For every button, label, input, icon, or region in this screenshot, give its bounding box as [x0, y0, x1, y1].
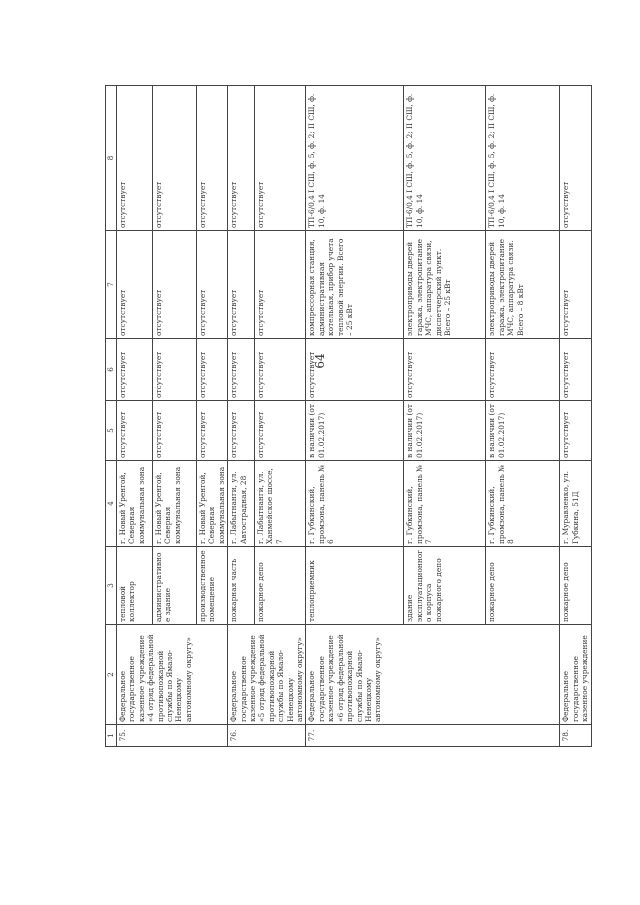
building-type: тепловой коллектор	[117, 547, 153, 625]
cell-col6: отсутствует	[197, 339, 228, 401]
cell-col5: отсутствует	[117, 401, 153, 461]
row-number: 76.	[228, 725, 306, 747]
cell-col5: отсутствует	[197, 401, 228, 461]
table-body	[106, 86, 592, 747]
cell-col8: отсутствует	[197, 86, 228, 231]
building-address: г. Лабытнанги, ул. Автострадная, 28	[228, 461, 255, 547]
building-address: г. Губкинский, промзона, панель № 7	[404, 461, 486, 547]
col-number: 2	[106, 625, 117, 725]
cell-col8: отсутствует	[560, 86, 591, 231]
building-type: производственное помещение	[197, 547, 228, 625]
building-type: пожарное депо	[560, 547, 591, 625]
building-type: пожарное депо	[486, 547, 560, 625]
building-address: г. Новый Уренгой, Северная коммунальная зона	[117, 461, 153, 547]
cell-col6: отсутствует	[117, 339, 153, 401]
cell-col6: отсутствует	[153, 339, 197, 401]
cell-col7: электроприводы дверей гаража, электропитание МЧС, аппаратура связи. Всего – 8 кВт	[486, 231, 560, 339]
building-address: г. Лабытнанги, ул. Ханмейское шоссе, 7	[255, 461, 306, 547]
row-number: 78.	[560, 725, 591, 747]
organization-name: Федеральное государственное казенное учреждение «6 отряд федеральной противопожарной службы по Ямало-Ненецкому автономному округу»	[306, 625, 560, 725]
row-number: 75.	[117, 725, 228, 747]
col-number: 1	[106, 725, 117, 747]
cell-col6: отсутствует	[255, 339, 306, 401]
cell-col5: в наличии (от 01.02.2017)	[404, 401, 486, 461]
building-address: г. Новый Уренгой, Северная коммунальная зона	[197, 461, 228, 547]
cell-col7: электроприводы дверей гаража, электропитание МЧС, аппаратура связи, диспетчерский пункт. Всего – 25 кВт	[404, 231, 486, 339]
cell-col6: отсутствует	[228, 339, 255, 401]
cell-col7: отсутствует	[560, 231, 591, 339]
col-number: 8	[106, 86, 117, 231]
building-type: административное здание	[153, 547, 197, 625]
cell-col5: отсутствует	[560, 401, 591, 461]
cell-col8: отсутствует	[228, 86, 255, 231]
rotated-sheet	[105, 86, 590, 747]
cell-col5: отсутствует	[255, 401, 306, 461]
cell-col5: в наличии (от 01.02.2017)	[486, 401, 560, 461]
organization-name: Федеральное государственное казенное учреждение «4 отряд федеральной противопожарной службы по Ямало-Ненецкому автономному округу»	[117, 625, 228, 725]
cell-col6: отсутствует	[306, 339, 404, 401]
cell-col8: отсутствует	[255, 86, 306, 231]
col-number: 3	[106, 547, 117, 625]
table-row	[117, 86, 153, 747]
cell-col7: отсутствует	[117, 231, 153, 339]
cell-col8: ТП-6/0,4 I СШ, ф. 5, ф. 2; II СШ, ф. 10, ф. 14	[404, 86, 486, 231]
page-number: 64	[313, 353, 327, 369]
building-address: г. Муравленко, ул. Губкина, 51Д	[560, 461, 591, 547]
cell-col8: отсутствует	[153, 86, 197, 231]
table-row	[306, 86, 404, 747]
cell-col8: ТП-6/0,4 I СШ, ф. 5, ф. 2; II СШ, ф. 10, ф. 14	[486, 86, 560, 231]
column-number-row	[106, 86, 117, 747]
cell-col5: отсутствует	[228, 401, 255, 461]
cell-col6: отсутствует	[486, 339, 560, 401]
col-number: 5	[106, 401, 117, 461]
cell-col6: отсутствует	[404, 339, 486, 401]
building-address: г. Губкинский, промзона, панель № 6	[306, 461, 404, 547]
building-type: пожарное депо	[255, 547, 306, 625]
table-rotator	[105, 86, 590, 747]
organization-name: Федеральное государственное казенное учреждение «5 отряд федеральной противопожарной службы по Ямало-Ненецкому автономному округу»	[228, 625, 306, 725]
cell-col7: отсутствует	[228, 231, 255, 339]
building-address: г. Губкинский, промзона, панель № 8	[486, 461, 560, 547]
building-type: теплоприемник	[306, 547, 404, 625]
col-number: 7	[106, 231, 117, 339]
cell-col6: отсутствует	[560, 339, 591, 401]
cell-col7: компрессорная станция, административная котельная, прибор учета тепловой энергии. Всего – 25 кВт	[306, 231, 404, 339]
table-row	[560, 86, 591, 747]
building-type: здание эксплуатационного корпуса пожарного депо	[404, 547, 486, 625]
cell-col5: отсутствует	[153, 401, 197, 461]
cell-col8: ТП-6/0,4 I СШ, ф. 5, ф. 2; II СШ, ф. 10, ф. 14	[306, 86, 404, 231]
data-table	[105, 85, 592, 747]
cell-col5: в наличии (от 01.02.2017)	[306, 401, 404, 461]
col-number: 4	[106, 461, 117, 547]
cell-col8: отсутствует	[117, 86, 153, 231]
col-number: 6	[106, 339, 117, 401]
building-type: пожарная часть	[228, 547, 255, 625]
organization-name: Федеральное государственное казенное учреждение	[560, 625, 591, 725]
cell-col7: отсутствует	[197, 231, 228, 339]
row-number: 77.	[306, 725, 560, 747]
cell-col7: отсутствует	[153, 231, 197, 339]
table-row	[228, 86, 255, 747]
cell-col7: отсутствует	[255, 231, 306, 339]
building-address: г. Новый Уренгой, Северная коммунальная зона	[153, 461, 197, 547]
